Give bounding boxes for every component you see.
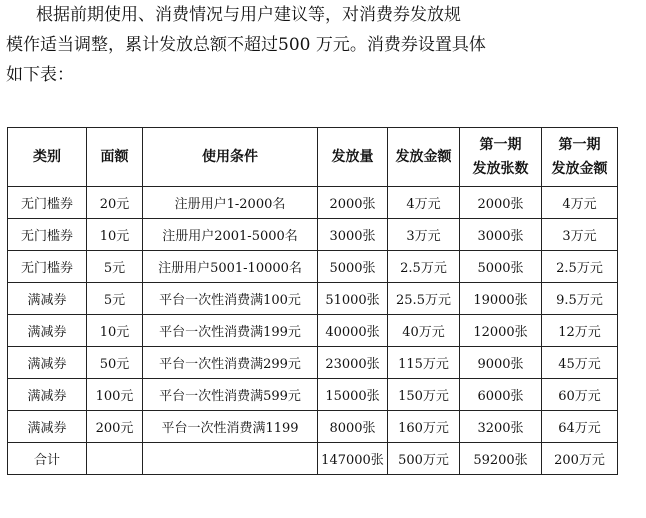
- total-cell: 200万元: [542, 443, 618, 475]
- table-cell: 平台一次性消费满1199: [143, 411, 318, 443]
- table-cell: 25.5万元: [388, 283, 460, 315]
- table-cell: 64万元: [542, 411, 618, 443]
- column-header: [87, 128, 143, 187]
- table-cell: 无门槛券: [8, 187, 87, 219]
- total-row: [8, 443, 618, 475]
- table-header: [8, 128, 618, 187]
- table-row: [8, 283, 618, 315]
- column-header-line: 发放张数: [472, 161, 529, 177]
- table-cell: 150万元: [388, 379, 460, 411]
- table-cell: 5000张: [460, 251, 542, 283]
- table-cell: 100元: [87, 379, 143, 411]
- table-cell: 10元: [87, 219, 143, 251]
- table-row: [8, 347, 618, 379]
- total-cell: [143, 443, 318, 475]
- table-cell: 满减券: [8, 315, 87, 347]
- table-cell: 平台一次性消费满299元: [143, 347, 318, 379]
- table-row: [8, 251, 618, 283]
- table-cell: 20元: [87, 187, 143, 219]
- column-header: [318, 128, 388, 187]
- table-cell: 3万元: [542, 219, 618, 251]
- table-cell: 5元: [87, 251, 143, 283]
- table-cell: 19000张: [460, 283, 542, 315]
- table-cell: 9000张: [460, 347, 542, 379]
- column-header-line: 发放量: [331, 149, 374, 165]
- table-body: [8, 187, 618, 443]
- table-cell: 2000张: [460, 187, 542, 219]
- table-cell: 注册用户2001-5000名: [143, 219, 318, 251]
- table-cell: 4万元: [542, 187, 618, 219]
- table-cell: 2000张: [318, 187, 388, 219]
- table-cell: 2.5万元: [388, 251, 460, 283]
- table-cell: 10元: [87, 315, 143, 347]
- table-cell: 12000张: [460, 315, 542, 347]
- table-cell: 45万元: [542, 347, 618, 379]
- column-header-line: 发放金额: [395, 149, 452, 165]
- table-cell: 60万元: [542, 379, 618, 411]
- table-cell: 5000张: [318, 251, 388, 283]
- intro-paragraph: [0, 0, 646, 90]
- table-cell: 平台一次性消费满199元: [143, 315, 318, 347]
- total-cell: 合计: [8, 443, 87, 475]
- table-cell: 23000张: [318, 347, 388, 379]
- table-cell: 51000张: [318, 283, 388, 315]
- paragraph-line-3: 如下表：: [6, 65, 74, 85]
- column-header: [388, 128, 460, 187]
- column-header-line: 类别: [33, 149, 61, 165]
- column-header: [8, 128, 87, 187]
- table-cell: 4万元: [388, 187, 460, 219]
- column-header-line: 面额: [100, 149, 129, 165]
- paragraph-line-1: 根据前期使用、消费情况与用户建议等，对消费券发放规: [36, 5, 461, 25]
- table-footer: [8, 443, 618, 475]
- table-cell: 平台一次性消费满100元: [143, 283, 318, 315]
- table-cell: 满减券: [8, 379, 87, 411]
- column-header: [143, 128, 318, 187]
- voucher-table: [7, 127, 618, 475]
- column-header: [460, 128, 542, 187]
- header-row: [8, 128, 618, 187]
- table-cell: 50元: [87, 347, 143, 379]
- table-cell: 满减券: [8, 283, 87, 315]
- table-cell: 9.5万元: [542, 283, 618, 315]
- paragraph-line-2: 模作适当调整，累计发放总额不超过500 万元。消费券设置具体: [6, 35, 486, 55]
- table-cell: 160万元: [388, 411, 460, 443]
- table-cell: 注册用户5001-10000名: [143, 251, 318, 283]
- table-cell: 3万元: [388, 219, 460, 251]
- table-cell: 3000张: [318, 219, 388, 251]
- table-row: [8, 187, 618, 219]
- table-cell: 8000张: [318, 411, 388, 443]
- table-cell: 无门槛券: [8, 251, 87, 283]
- table-cell: 15000张: [318, 379, 388, 411]
- total-cell: 59200张: [460, 443, 542, 475]
- table-row: [8, 219, 618, 251]
- table-cell: 12万元: [542, 315, 618, 347]
- column-header-line: 第一期: [479, 137, 522, 153]
- table-cell: 40万元: [388, 315, 460, 347]
- column-header-line: 使用条件: [202, 149, 258, 165]
- table-cell: 满减券: [8, 347, 87, 379]
- total-cell: [87, 443, 143, 475]
- table-row: [8, 315, 618, 347]
- table-row: [8, 379, 618, 411]
- table-cell: 6000张: [460, 379, 542, 411]
- table-cell: 3200张: [460, 411, 542, 443]
- table-cell: 3000张: [460, 219, 542, 251]
- column-header-line: 发放金额: [551, 161, 608, 177]
- table-cell: 满减券: [8, 411, 87, 443]
- table-cell: 注册用户1-2000名: [143, 187, 318, 219]
- table-cell: 115万元: [388, 347, 460, 379]
- total-cell: 500万元: [388, 443, 460, 475]
- table-cell: 2.5万元: [542, 251, 618, 283]
- table-cell: 5元: [87, 283, 143, 315]
- table-cell: 无门槛券: [8, 219, 87, 251]
- table-cell: 40000张: [318, 315, 388, 347]
- total-cell: 147000张: [318, 443, 388, 475]
- column-header-line: 第一期: [558, 137, 601, 153]
- table-cell: 200元: [87, 411, 143, 443]
- table-row: [8, 411, 618, 443]
- column-header: [542, 128, 618, 187]
- table-cell: 平台一次性消费满599元: [143, 379, 318, 411]
